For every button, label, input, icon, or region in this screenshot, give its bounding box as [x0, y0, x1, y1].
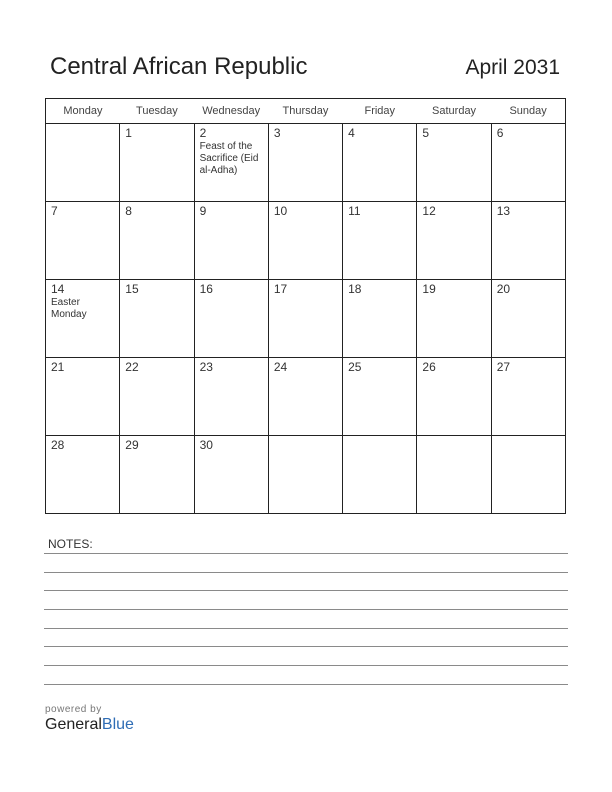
- week-row: [46, 358, 566, 436]
- weekday-header: Friday: [343, 99, 417, 124]
- weekday-header: Thursday: [268, 99, 342, 124]
- note-line: [44, 646, 568, 647]
- day-cell: [343, 280, 417, 358]
- note-line: [44, 665, 568, 666]
- day-number: 9: [199, 204, 207, 218]
- day-cell: [343, 202, 417, 280]
- day-cell: [46, 436, 120, 514]
- day-number: 19: [422, 282, 436, 296]
- day-number: 20: [496, 282, 511, 296]
- day-cell: [343, 124, 417, 202]
- day-cell: [491, 436, 565, 514]
- day-cell: [46, 280, 120, 358]
- footer-branding: [45, 704, 134, 734]
- day-cell: [268, 124, 342, 202]
- day-number: 23: [199, 360, 213, 374]
- day-number: 22: [125, 360, 139, 374]
- day-cell: [194, 124, 268, 202]
- day-number: 15: [125, 282, 139, 296]
- day-cell: [120, 358, 194, 436]
- powered-by-text: powered by: [45, 704, 102, 715]
- day-cell: [417, 124, 491, 202]
- notes-label: NOTES:: [48, 537, 93, 551]
- day-number: 3: [273, 126, 281, 140]
- day-number: 25: [348, 360, 362, 374]
- day-number: 26: [422, 360, 436, 374]
- note-line: [44, 609, 568, 610]
- day-cell: [194, 202, 268, 280]
- day-number: 14: [51, 282, 65, 296]
- day-number: 5: [422, 126, 430, 140]
- weekday-header: Saturday: [417, 99, 491, 124]
- day-cell: [491, 280, 565, 358]
- weekday-header: Tuesday: [120, 99, 194, 124]
- note-line: [44, 572, 568, 573]
- day-number: 27: [496, 360, 511, 374]
- holiday-label: Easter Monday: [51, 297, 87, 320]
- holiday-label: Feast of the Sacrifice (Eid al-Adha): [199, 141, 259, 176]
- day-cell: [120, 280, 194, 358]
- day-cell: [491, 202, 565, 280]
- week-row: [46, 202, 566, 280]
- day-cell: [194, 358, 268, 436]
- day-cell: [343, 358, 417, 436]
- weekday-header: Monday: [46, 99, 120, 124]
- day-cell: [46, 124, 120, 202]
- day-number: 18: [348, 282, 362, 296]
- day-cell: [417, 280, 491, 358]
- day-cell: [194, 436, 268, 514]
- day-number: 21: [51, 360, 65, 374]
- day-number: 4: [348, 126, 355, 140]
- week-row: [46, 124, 566, 202]
- week-row: [46, 436, 566, 514]
- weekday-header-row: [46, 99, 566, 124]
- day-number: 12: [422, 204, 436, 218]
- day-number: 29: [125, 438, 139, 452]
- day-number: 17: [273, 282, 288, 296]
- day-cell: [46, 202, 120, 280]
- brand-blue: Blue: [101, 716, 134, 733]
- day-number: 30: [199, 438, 213, 452]
- weekday-header: Wednesday: [194, 99, 268, 124]
- day-cell: [268, 436, 342, 514]
- day-number: 28: [51, 438, 65, 452]
- week-row: [46, 280, 566, 358]
- day-number: 7: [51, 204, 58, 218]
- day-cell: [268, 358, 342, 436]
- day-number: 10: [273, 204, 288, 218]
- note-line: [44, 553, 568, 554]
- day-cell: [343, 436, 417, 514]
- day-cell: [120, 124, 194, 202]
- day-cell: [491, 124, 565, 202]
- day-cell: [417, 436, 491, 514]
- day-cell: [491, 358, 565, 436]
- brand-general: General: [45, 716, 102, 733]
- day-number: 8: [125, 204, 132, 218]
- brand-logo: [45, 716, 134, 734]
- day-cell: [120, 202, 194, 280]
- day-number: 24: [273, 360, 288, 374]
- day-number: 6: [496, 126, 504, 140]
- page-title: Central African Republic: [50, 53, 308, 80]
- day-cell: [120, 436, 194, 514]
- note-line: [44, 590, 568, 591]
- day-number: 2: [199, 126, 207, 140]
- day-cell: [194, 280, 268, 358]
- note-line: [44, 628, 568, 629]
- note-line: [44, 684, 568, 685]
- day-cell: [417, 202, 491, 280]
- day-cell: [46, 358, 120, 436]
- day-cell: [268, 280, 342, 358]
- day-number: 1: [125, 126, 132, 140]
- day-cell: [268, 202, 342, 280]
- month-year-label: April 2031: [465, 56, 560, 79]
- weekday-header: Sunday: [491, 99, 565, 124]
- day-number: 16: [199, 282, 213, 296]
- day-number: 11: [348, 204, 361, 218]
- calendar-grid: [45, 98, 566, 514]
- day-number: 13: [496, 204, 511, 218]
- day-cell: [417, 358, 491, 436]
